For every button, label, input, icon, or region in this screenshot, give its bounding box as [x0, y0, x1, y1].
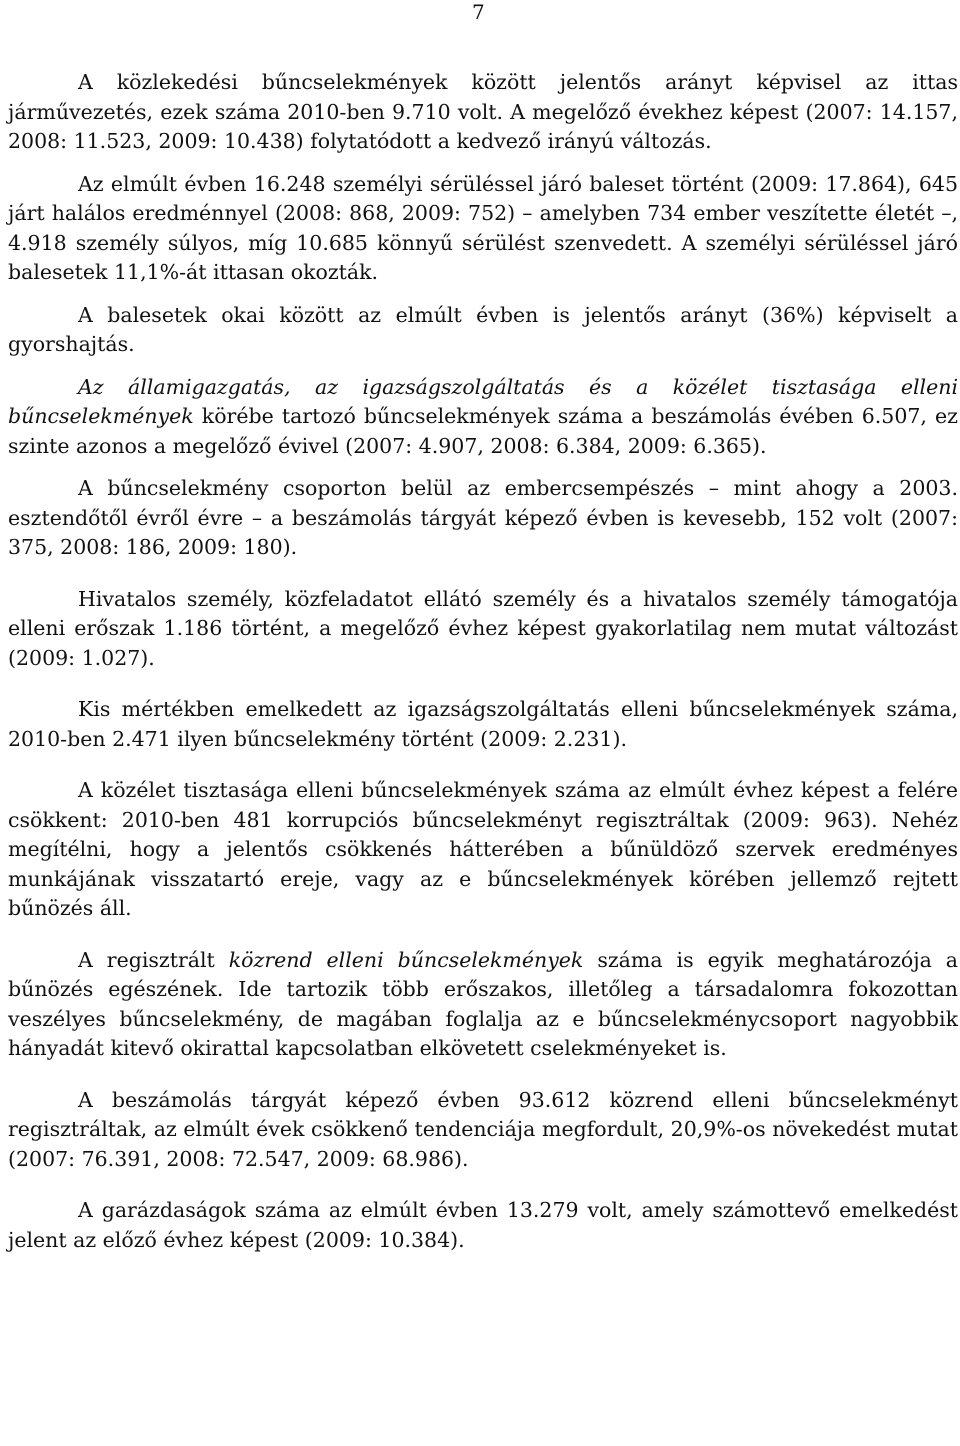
- paragraph-corruption: A közélet tisztasága elleni bűncselekmények száma az elmúlt évhez képest a felére csökkent: 2010-ben 481 korrupciós bűncselekményt regisztráltak (2009: 963). Nehéz megítélni, hogy a jelentős csökkenés hátterében a bűnüldöző szervek eredményes munkájának visszatartó ereje, vagy az e bűncselekmények körében jellemző rejtett bűnözés áll.: [8, 778, 958, 920]
- paragraph-accident-causes: A balesetek okai között az elmúlt évben is jelentős arányt (36%) képviselt a gyorshajtás.: [8, 302, 958, 356]
- paragraph-human-smuggling: A bűncselekmény csoporton belül az embercsempészés – mint ahogy a 2003. esztendőtől évről évre – a beszámolás tárgyát képező évben is kevesebb, 152 volt (2007: 375, 2008: 186, 2009: 180).: [8, 476, 958, 559]
- document-body: [8, 68, 958, 1255]
- paragraph-violence-against-officials: Hivatalos személy, közfeladatot ellátó személy és a hivatalos személy támogatója elleni erőszak 1.186 történt, a megelőző évhez képest gyakorlatilag nem mutat változást (2009: 1.027).: [8, 586, 958, 670]
- paragraph-justice-crimes: Kis mértékben emelkedett az igazságszolgáltatás elleni bűncselekmények száma, 2010-ben 2.471 ilyen bűncselekmény történt (2009: 2.231).: [8, 697, 958, 751]
- paragraph-injury-accidents: Az elmúlt évben 16.248 személyi sérüléssel járó baleset történt (2009: 17.864), 645 járt halálos eredménnyel (2008: 868, 2009: 752) – amelyben 734 ember veszítette életét –, 4.918 személy súlyos, míg 10.685 könnyű sérülést szenvedett. A személyi sérüléssel járó balesetek 11,1%-át ittasan okozták.: [8, 171, 958, 284]
- emphasis-public-order: közrend elleni bűncselekmények: [228, 947, 584, 972]
- paragraph-hooliganism: A garázdaságok száma az elmúlt évben 13.279 volt, amely számottevő emelkedést jelent az előző évhez képest (2009: 10.384).: [8, 1198, 958, 1252]
- paragraph-drunk-driving: A közlekedési bűncselekmények között jelentős arányt képvisel az ittas járművezetés, ezek száma 2010-ben 9.710 volt. A megelőző évekhez képest (2007: 14.157, 2008: 11.523, 2009: 10.438) folytatódott a kedvező irányú változás.: [8, 70, 958, 153]
- paragraph-public-administration-crimes: Az államigazgatás, az igazságszolgáltatás és a közélet tisztasága elleni bűncselekmények körébe tartozó bűncselekmények száma a beszámolás évében 6.507, ez szinte azonos a megelőző évivel (2007: 4.907, 2008: 6.384, 2009: 6.365).: [8, 374, 958, 458]
- emphasis-crime-category: Az államigazgatás, az igazságszolgáltatás és a közélet tisztasága elleni bűncselekmények: [8, 374, 958, 428]
- paragraph-public-order-statistics: A beszámolás tárgyát képező évben 93.612 közrend elleni bűncselekményt regisztráltak, az elmúlt évek csökkenő tendenciája megfordult, 20,9%-os növekedést mutat (2007: 76.391, 2008: 72.547, 2009: 68.986).: [8, 1087, 958, 1171]
- paragraph-public-order-crimes: A regisztrált közrend elleni bűncselekmények száma is egyik meghatározója a bűnözés egészének. Ide tartozik több erőszakos, illetőleg a társadalomra fokozottan veszélyes bűncselekmény, de magában foglalja az e bűncselekménycsoport nagyobbik hányadát kitevő okirattal kapcsolatban elkövetett cselekményeket is.: [8, 947, 959, 1060]
- page-number: 7: [472, 0, 485, 24]
